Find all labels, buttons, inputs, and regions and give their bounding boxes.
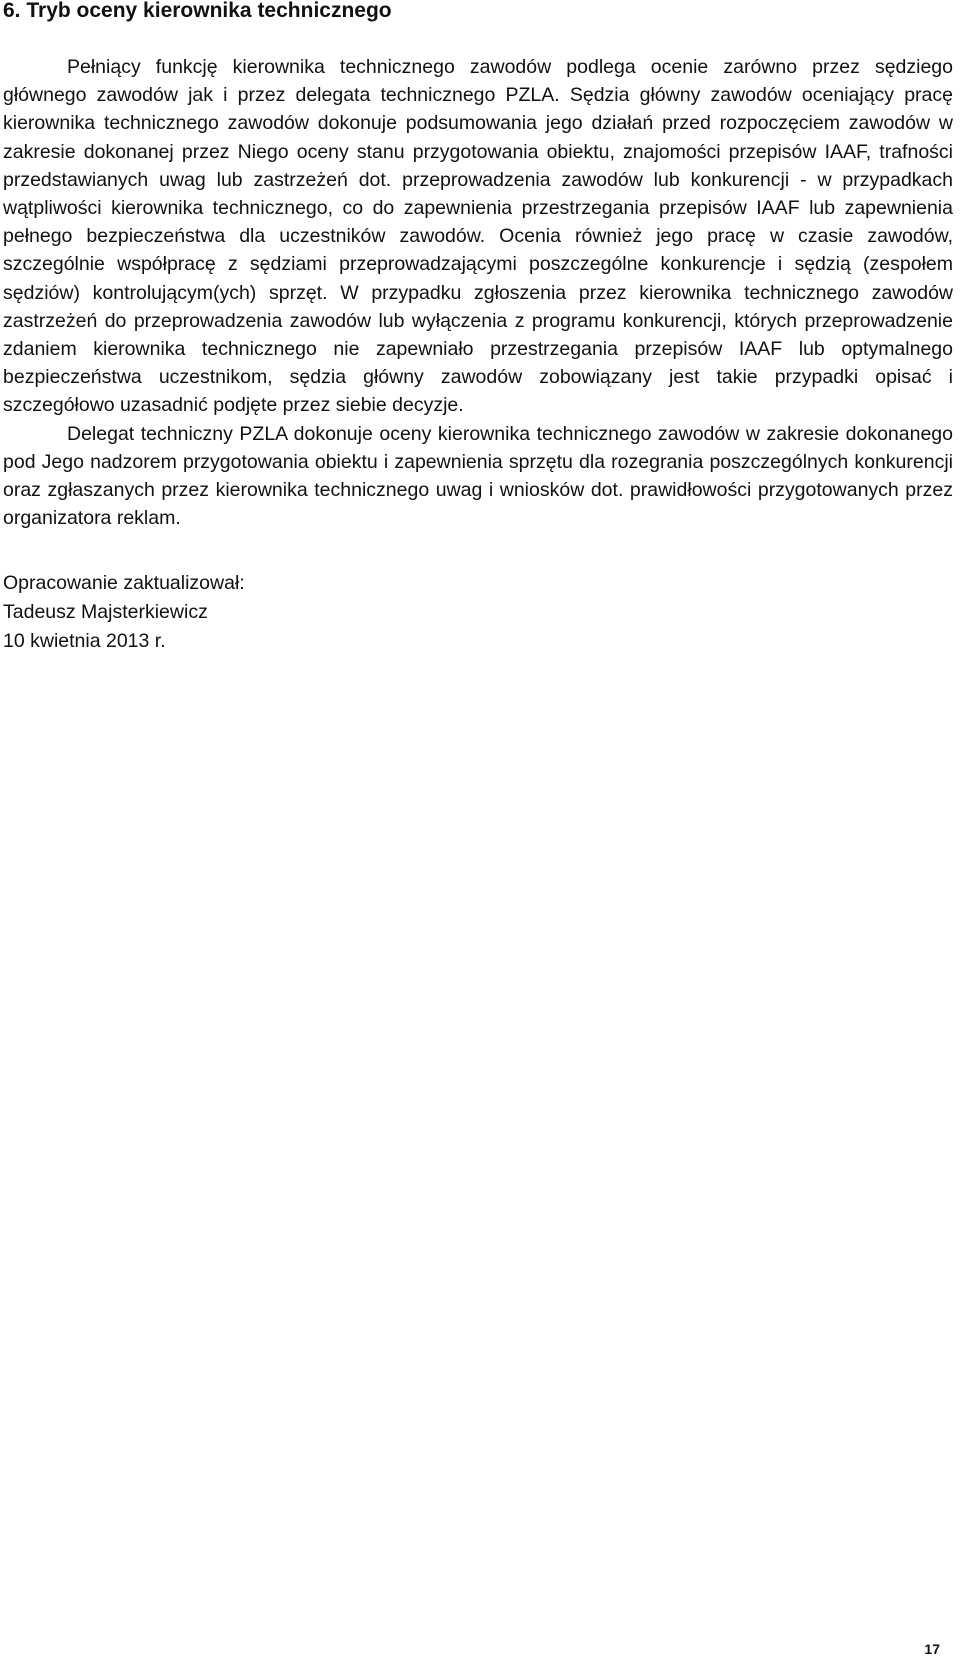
signature-date: 10 kwietnia 2013 r. (3, 630, 166, 652)
signature-name: Tadeusz Majsterkiewicz (3, 601, 208, 623)
paragraph-1: Pełniący funkcję kierownika technicznego zawodów podlega ocenie zarówno przez sędziego głównego zawodów jak i przez delegata technicznego PZLA. Sędzia główny zawodów oceniający pracę kierownika technicznego zawodów dokonuje podsumowania jego działań przed rozpoczęciem zawodów w zakresie dokonanej przez Niego oceny stanu przygotowania obiektu, znajomości przepisów IAAF, trafności przedstawianych uwag lub zastrzeżeń dot. przeprowadzenia zawodów lub konkurencji - w przypadkach wątpliwości kierownika technicznego, co do zapewnienia przestrzegania przepisów IAAF lub zapewnienia pełnego bezpieczeństwa dla uczestników zawodów. Ocenia również jego pracę w czasie zawodów, szczególnie współpracę z sędziami przeprowadzającymi poszczególne konkurencje i sędzią (zespołem sędziów) kontrolującym(ych) sprzęt. W przypadku zgłoszenia przez kierownika technicznego zawodów zastrzeżeń do przeprowadzenia zawodów lub wyłączenia z programu konkurencji, których przeprowadzenie zdaniem kierownika technicznego nie zapewniało przestrzegania przepisów IAAF lub optymalnego bezpieczeństwa uczestnikom, sędzia główny zawodów zobowiązany jest takie przypadki opisać i szczegółowo uzasadnić podjęte przez siebie decyzje. (3, 56, 953, 417)
section-heading: 6. Tryb oceny kierownika technicznego (3, 0, 392, 22)
section-body (3, 53, 953, 532)
page-number: 17 (924, 1641, 940, 1657)
paragraph-2: Delegat techniczny PZLA dokonuje oceny kierownika technicznego zawodów w zakresie dokonanego pod Jego nadzorem przygotowania obiektu i zapewnienia sprzętu dla rozegrania poszczególnych konkurencji oraz zgłaszanych przez kierownika technicznego uwag i wniosków dot. prawidłowości przygotowanych przez organizatora reklam. (3, 422, 953, 530)
signature-block (3, 569, 245, 656)
signature-label: Opracowanie zaktualizował: (3, 572, 245, 594)
